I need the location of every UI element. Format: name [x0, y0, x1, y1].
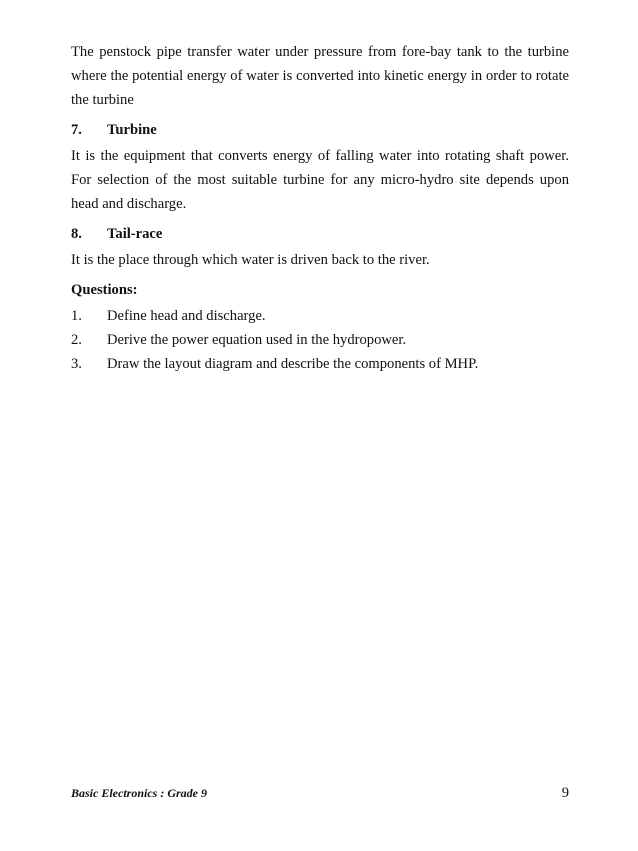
section-body: It is the place through which water is driven back to the river.	[71, 252, 430, 268]
question-item	[71, 304, 569, 328]
section-turbine	[71, 118, 569, 216]
page-content	[71, 40, 569, 376]
question-number: 1.	[71, 308, 82, 324]
section-title: Turbine	[107, 122, 157, 138]
section-tail-race	[71, 222, 569, 272]
footer-book-title: Basic Electronics : Grade 9	[71, 786, 207, 800]
questions-list	[71, 304, 569, 376]
section-heading	[71, 222, 569, 246]
page-number: 9	[561, 785, 569, 801]
section-number: 7.	[71, 122, 82, 138]
section-title: Tail-race	[107, 226, 163, 242]
section-body: It is the equipment that converts energy of falling water into rotating shaft power. For selection of the most suitable turbine for any micro-hydro site depends upon head and discharge.	[71, 148, 569, 212]
section-heading	[71, 118, 569, 142]
question-text: Derive the power equation used in the hydropower.	[107, 332, 407, 348]
questions-title: Questions:	[71, 282, 138, 298]
section-number: 8.	[71, 226, 82, 242]
question-number: 3.	[71, 356, 82, 372]
question-number: 2.	[71, 332, 82, 348]
page-footer	[71, 785, 569, 802]
question-text: Define head and discharge.	[107, 308, 266, 324]
questions-block	[71, 278, 569, 376]
question-text: Draw the layout diagram and describe the components of MHP.	[107, 356, 479, 372]
question-item	[71, 328, 569, 352]
question-item	[71, 352, 569, 376]
intro-paragraph: The penstock pipe transfer water under pressure from fore-bay tank to the turbine where the potential energy of water is converted into kinetic energy in order to rotate the turbine	[71, 44, 569, 108]
